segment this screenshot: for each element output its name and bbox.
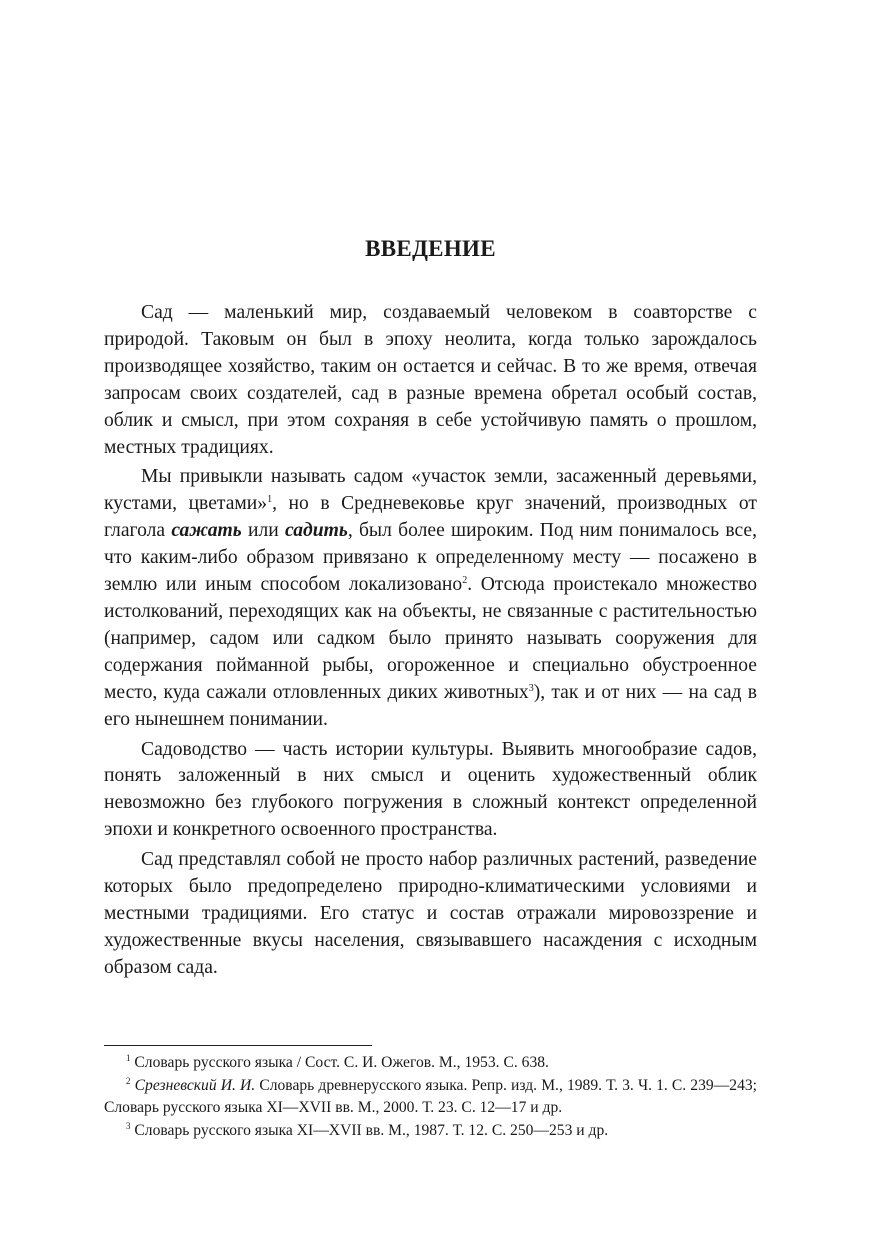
paragraph-2-part-6: ), так и от них — на сад в его нынешнем понимании. <box>104 681 757 730</box>
emphasis-sazhat: сажать <box>171 520 242 542</box>
footnote-number: 1 <box>126 1053 131 1063</box>
footnote-ref-2[interactable]: 2 <box>462 575 468 587</box>
paragraph-2 <box>104 464 757 733</box>
footnote-divider <box>104 1045 372 1046</box>
paragraph-1: Сад — маленький мир, создаваемый человеком в соавторстве с природой. Таковым он был в эпоху неолита, когда только зарождалось производящее хозяйство, таким он остается и сейчас. В то же время, отвечая запросам своих создателей, сад в разные времена обретал особый состав, облик и смысл, при этом сохраняя в себе устойчивую память о прошлом, местных традициях. <box>104 302 757 458</box>
footnote-text: Словарь русского языка / Сост. С. И. Ожегов. М., 1953. С. 638. <box>134 1054 549 1071</box>
paragraph-2-part-3: или <box>241 520 285 542</box>
main-text <box>104 300 757 982</box>
paragraph-2-part-1: Мы привыкли называть садом «участок земли, засаженный деревьями, кустами, цветами» <box>104 466 757 515</box>
paragraph-4: Сад представлял собой не просто набор различных растений, разведение которых было предопределено природно-климатическими условиями и местными традициями. Его статус и состав отражали мировоззрение и художественные вкусы населения, связывавшего насаждения с исходным образом сада. <box>104 849 757 978</box>
paragraph-2-part-2: , но в Средневековье круг значений, производных от глагола <box>104 493 757 542</box>
footnote-ref-1[interactable]: 1 <box>267 494 273 506</box>
paragraph-2-part-4: , был более широким. Под ним понималось все, что каким-либо образом привязано к определенному месту — посажено в землю или иным способом локализовано <box>104 520 758 596</box>
emphasis-sadit: садить <box>285 520 348 542</box>
footnote-ref-3[interactable]: 3 <box>528 682 534 694</box>
footnote-text: Словарь русского языка XI—XVII вв. М., 1987. Т. 12. С. 250—253 и др. <box>134 1122 609 1140</box>
paragraph-3: Садоводство — часть истории культуры. Выявить многообразие садов, понять заложенный в них смысл и оценить художественный облик невозможно без глубокого погружения в сложный контекст определенной эпохи и конкретного освоенного пространства. <box>104 738 757 841</box>
footnotes <box>104 1052 757 1143</box>
footnote-author: Срезневский И. И. <box>134 1076 256 1094</box>
chapter-heading: ВВЕДЕНИЕ <box>365 236 496 261</box>
footnote-3 <box>104 1120 757 1143</box>
paragraph-2-part-5: . Отсюда проистекало множество истолкований, переходящих как на объекты, не связанные с растительностью (например, садом или садком было принято называть сооружения для содержания пойманной рыбы, огороженное и специально обустроенное место, куда сажали отловленных диких животных <box>104 574 757 703</box>
footnote-number: 2 <box>126 1075 131 1086</box>
footnote-text: Словарь древнерусского языка. Репр. изд. М., 1989. Т. 3. Ч. 1. С. 239—243; Словарь русского языка XI—XVII вв. М., 2000. Т. 23. С. 12—17 и др. <box>104 1076 758 1117</box>
footnote-2 <box>104 1075 757 1120</box>
footnote-number: 3 <box>126 1121 131 1132</box>
footnote-1 <box>104 1052 757 1075</box>
